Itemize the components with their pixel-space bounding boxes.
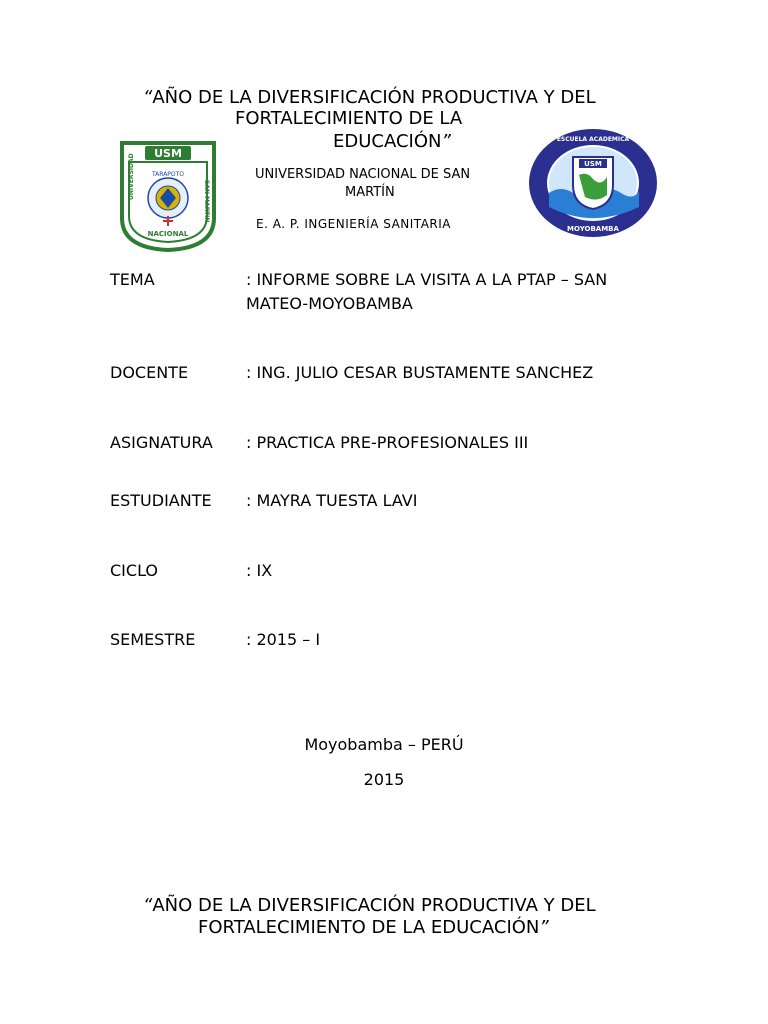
- field-value-estudiante: : MAYRA TUESTA LAVI: [246, 491, 418, 510]
- eap-emblem-icon: [527, 127, 659, 239]
- svg-text:SAN MARTIN: SAN MARTIN: [203, 180, 210, 223]
- svg-text:NACIONAL: NACIONAL: [147, 230, 189, 238]
- repeat-open-quote: “: [143, 895, 153, 916]
- repeat-title-line-2: [198, 917, 549, 939]
- svg-text:USM: USM: [154, 147, 182, 160]
- repeat-close-quote: ”: [539, 917, 549, 938]
- unsm-shield-icon: [119, 140, 217, 252]
- eap-logo-bottom-text: MOYOBAMBA: [567, 225, 619, 233]
- svg-text:UNIVERSIDAD: UNIVERSIDAD: [128, 153, 135, 200]
- title-text-3: EDUCACIÓN: [333, 131, 442, 152]
- repeat-title-text-1: AÑO DE LA DIVERSIFICACIÓN PRODUCTIVA Y DEL: [152, 895, 596, 916]
- field-value-tema-line-2: MATEO-MOYOBAMBA: [246, 294, 413, 313]
- field-label-ciclo: CICLO: [110, 561, 158, 580]
- field-value-tema-line-1: : INFORME SOBRE LA VISITA A LA PTAP – SAN: [246, 270, 608, 289]
- field-label-semestre: SEMESTRE: [110, 630, 196, 649]
- field-value-docente: : ING. JULIO CESAR BUSTAMENTE SANCHEZ: [246, 363, 594, 382]
- field-label-estudiante: ESTUDIANTE: [110, 491, 212, 510]
- university-name-line-1: UNIVERSIDAD NACIONAL DE SAN: [255, 167, 471, 182]
- field-label-tema: TEMA: [110, 270, 155, 289]
- svg-text:TARAPOTO: TARAPOTO: [151, 171, 185, 178]
- footer-year: 2015: [363, 770, 405, 789]
- repeat-title-text-2: FORTALECIMIENTO DE LA EDUCACIÓN: [198, 917, 540, 938]
- field-value-asignatura: : PRACTICA PRE-PROFESIONALES III: [246, 433, 529, 452]
- field-value-semestre: : 2015 – I: [246, 630, 321, 649]
- svg-text:USM: USM: [584, 160, 602, 168]
- open-quote: “: [143, 87, 153, 108]
- university-name-line-2: MARTÍN: [345, 185, 395, 200]
- title-line-3: [333, 131, 451, 153]
- eap-logo: [527, 127, 659, 239]
- title-line-2: FORTALECIMIENTO DE LA: [235, 108, 463, 129]
- title-text-1: AÑO DE LA DIVERSIFICACIÓN PRODUCTIVA Y DEL: [152, 87, 596, 108]
- school-name: E. A. P. INGENIERÍA SANITARIA: [256, 217, 451, 231]
- field-label-docente: DOCENTE: [110, 363, 189, 382]
- title-line-1: [143, 87, 596, 109]
- field-label-asignatura: ASIGNATURA: [110, 433, 213, 452]
- repeat-title-line-1: [143, 895, 596, 917]
- footer-place: Moyobamba – PERÚ: [304, 735, 464, 754]
- unsm-logo: [119, 140, 217, 252]
- svg-text:ESCUELA ACADEMICA: ESCUELA ACADEMICA: [556, 136, 630, 143]
- field-value-ciclo: : IX: [246, 561, 273, 580]
- close-quote: ”: [441, 131, 451, 152]
